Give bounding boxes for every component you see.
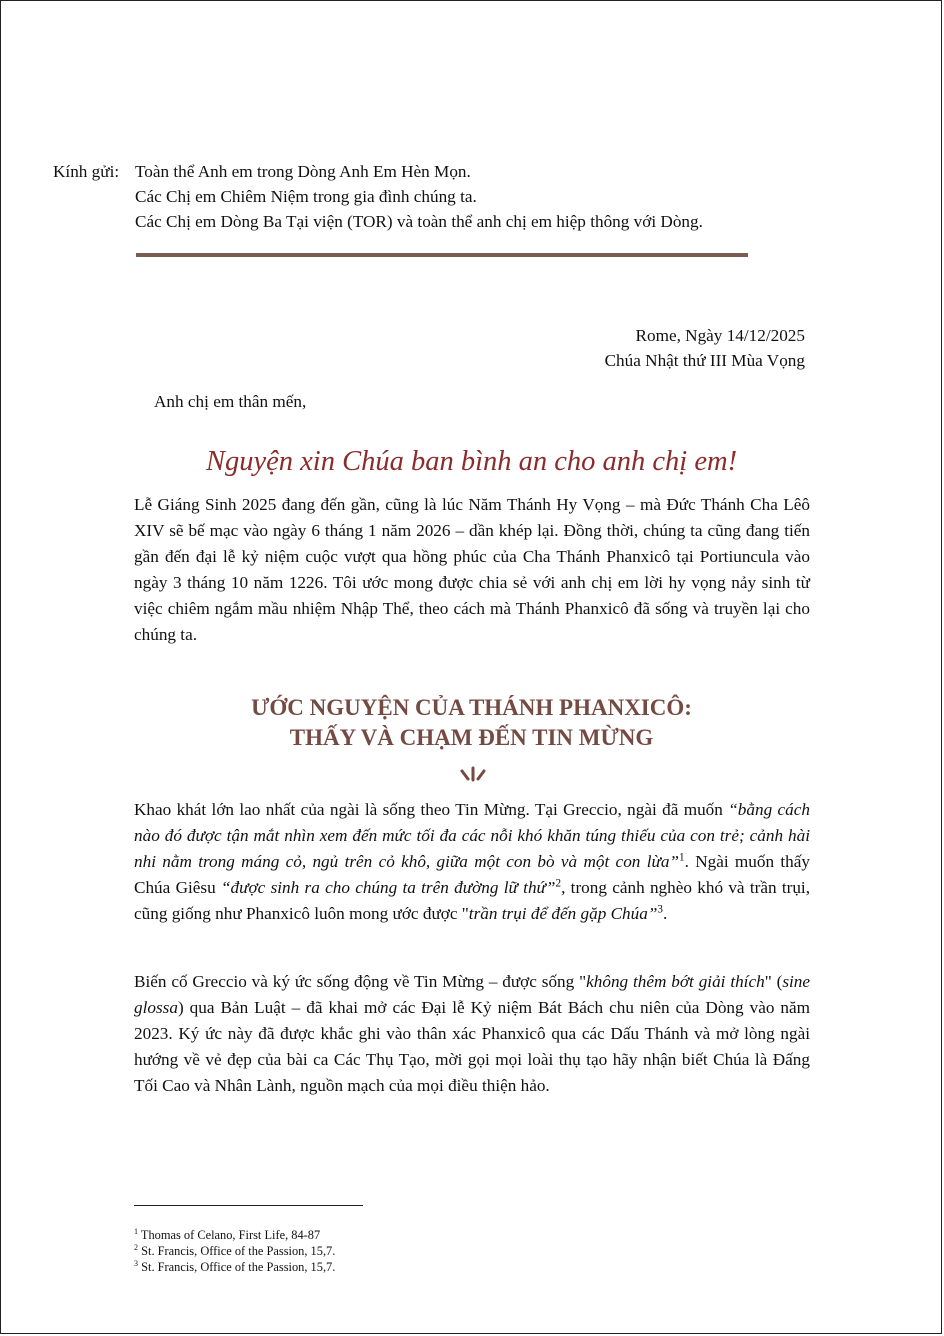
address-row-1 <box>53 159 703 184</box>
section-heading-line-1: ƯỚC NGUYỆN CỦA THÁNH PHANXICÔ: <box>251 695 692 720</box>
p2-quote-1: “bằng cách nào đó được tận mắt nhìn xem đến mức tối đa các nỗi khó khăn túng thiếu của con trẻ; cảnh hài nhi nằm trong máng cỏ, ngủ trên cỏ khô, giữa một con bò và một con lừa” <box>134 800 810 871</box>
paragraph-memory <box>134 969 810 1099</box>
p3-text-2: " ( <box>764 972 783 991</box>
section-heading <box>134 693 809 753</box>
footnote-number: 1 <box>134 1226 139 1236</box>
footnote-text: Thomas of Celano, First Life, 84-87 <box>138 1228 321 1242</box>
address-label: Kính gửi: <box>53 162 120 181</box>
footnote-2 <box>134 1243 335 1259</box>
footnotes <box>134 1227 335 1275</box>
footnote-divider <box>134 1205 363 1206</box>
p2-text-3: , trong cảnh nghèo khó và trần trụi, cũng giống như Phanxicô luôn mong ước được " <box>134 878 811 923</box>
p2-text-1: Khao khát lớn lao nhất của ngài là sống theo Tin Mừng. Tại Greccio, ngài đã muốn <box>134 800 729 819</box>
footnote-1 <box>134 1227 335 1243</box>
paragraph-intro: Lễ Giáng Sinh 2025 đang đến gần, cũng là lúc Năm Thánh Hy Vọng – mà Đức Thánh Cha Lêô XIV sẽ bế mạc vào ngày 6 tháng 1 năm 2026 – dần khép lại. Đồng thời, chúng ta cũng đang tiến gần đến đại lễ kỷ niệm cuộc vượt qua hồng phúc của Cha Thánh Phanxicô tại Portiuncula vào ngày 3 tháng 10 năm 1226. Tôi ước mong được chia sẻ với anh chị em lời hy vọng nảy sinh từ việc chiêm ngắm mầu nhiệm Nhập Thể, theo cách mà Thánh Phanxicô đã sống và truyền lại cho chúng ta. <box>134 495 810 644</box>
ornament-icon <box>456 765 490 785</box>
p3-text-1: Biến cố Greccio và ký ức sống động về Tin Mừng – được sống " <box>134 972 587 991</box>
section-heading-line-2: THẤY VÀ CHẠM ĐẾN TIN MỪNG <box>289 725 654 750</box>
p2-quote-3: trần trụi để đến gặp Chúa” <box>468 904 658 923</box>
date-block <box>605 323 805 373</box>
date-line: Rome, Ngày 14/12/2025 <box>635 326 805 345</box>
paragraph-greccio <box>134 797 810 927</box>
address-line-2: Các Chị em Chiêm Niệm trong gia đình chúng ta. <box>135 187 477 206</box>
footnote-number: 2 <box>134 1242 139 1252</box>
p3-quote-2: sine glossa <box>134 972 810 1017</box>
p3-quote-1: không thêm bớt giải thích <box>586 972 765 991</box>
address-line-1: Toàn thể Anh em trong Dòng Anh Em Hèn Mọn. <box>135 162 471 181</box>
liturgical-day-line: Chúa Nhật thứ III Mùa Vọng <box>604 351 805 370</box>
p2-quote-2: “được sinh ra cho chúng ta trên đường lữ thứ” <box>220 878 556 897</box>
footnote-number: 3 <box>134 1258 139 1268</box>
address-block <box>53 159 703 234</box>
greeting: Anh chị em thân mến, <box>154 392 307 411</box>
address-line-3: Các Chị em Dòng Ba Tại viện (TOR) và toàn thể anh chị em hiệp thông với Dòng. <box>135 212 703 231</box>
footnote-ref-2: 2 <box>555 877 562 890</box>
p2-text-4: . <box>662 904 668 923</box>
footnote-text: St. Francis, Office of the Passion, 15,7. <box>138 1244 336 1258</box>
blessing-line: Nguyện xin Chúa ban bình an cho anh chị em! <box>205 446 738 477</box>
footnote-text: St. Francis, Office of the Passion, 15,7. <box>138 1260 336 1274</box>
p3-text-3: ) qua Bản Luật – đã khai mở các Đại lễ Kỷ niệm Bát Bách chu niên của Dòng vào năm 2023. Ký ức này đã được khắc ghi vào thân xác Phanxicô qua các Dấu Thánh và mở lòng ngài hướng về vẻ đẹp của bài ca Các Thụ Tạo, mời gọi mọi loài thụ tạo hãy nhận biết Chúa là Đấng Tối Cao và Nhân Lành, nguồn mạch của mọi điều thiện hảo. <box>134 998 810 1095</box>
footnote-ref-3: 3 <box>657 903 663 916</box>
header-divider <box>136 253 748 257</box>
p2-text-2: . Ngài muốn thấy Chúa Giêsu <box>134 852 810 897</box>
footnote-3 <box>134 1259 335 1275</box>
footnote-ref-1: 1 <box>679 851 685 864</box>
